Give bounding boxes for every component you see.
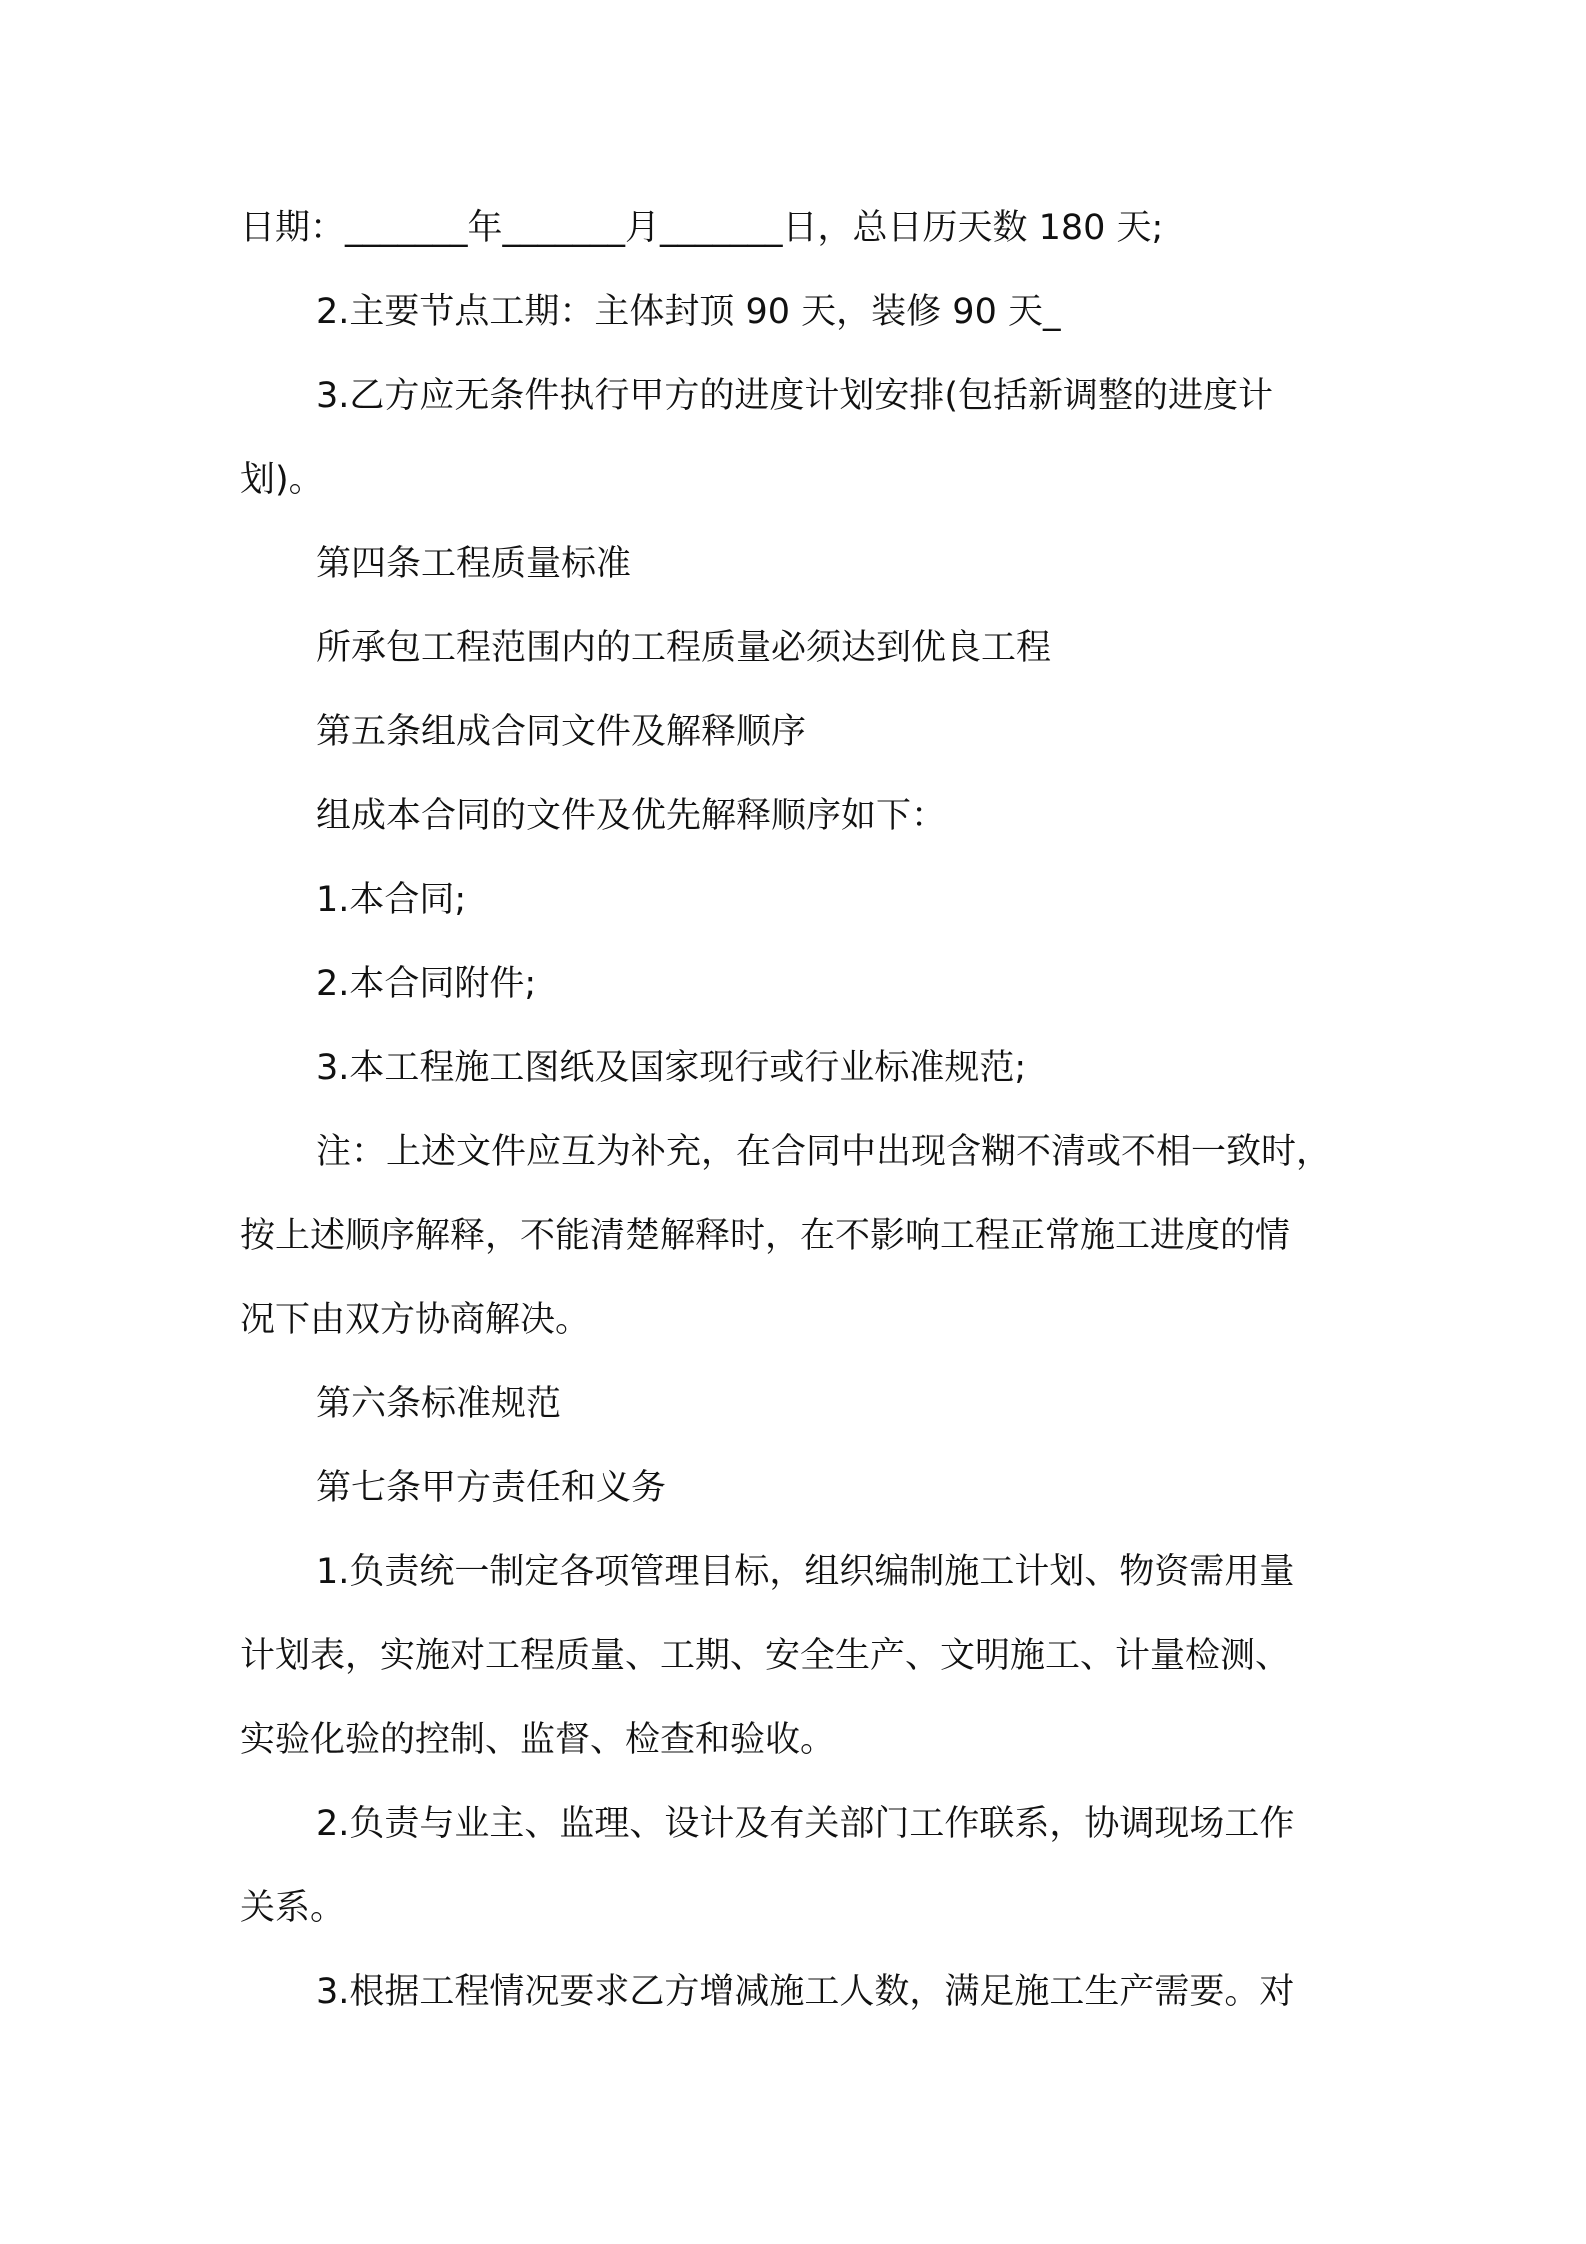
- section-heading: 第五条组成合同文件及解释顺序: [316, 712, 807, 752]
- text-line: 日期：_______年_______月_______日，总日历天数 180 天;: [240, 208, 1164, 248]
- list-item: 3.根据工程情况要求乙方增减施工人数，满足施工生产需要。对: [316, 1972, 1295, 2012]
- text-line: 注：上述文件应互为补充，在合同中出现含糊不清或不相一致时，: [316, 1132, 1332, 1172]
- text-line: 组成本合同的文件及优先解释顺序如下：: [316, 796, 947, 836]
- text-line: 况下由双方协商解决。: [240, 1300, 591, 1340]
- section-heading: 第七条甲方责任和义务: [316, 1468, 667, 1508]
- text-line: 2.主要节点工期：主体封顶 90 天，装修 90 天_: [316, 292, 1061, 332]
- text-line: 所承包工程范围内的工程质量必须达到优良工程: [316, 628, 1052, 668]
- list-item: 1.负责统一制定各项管理目标，组织编制施工计划、物资需用量: [316, 1552, 1295, 1592]
- list-item: 1.本合同;: [316, 880, 467, 920]
- section-heading: 第四条工程质量标准: [316, 544, 632, 584]
- text-line: 划)。: [240, 460, 324, 500]
- text-line: 关系。: [240, 1888, 346, 1928]
- section-heading: 第六条标准规范: [316, 1384, 562, 1424]
- list-item: 2.负责与业主、监理、设计及有关部门工作联系，协调现场工作: [316, 1804, 1295, 1844]
- text-line: 计划表，实施对工程质量、工期、安全生产、文明施工、计量检测、: [240, 1636, 1291, 1676]
- list-item: 3.本工程施工图纸及国家现行或行业标准规范;: [316, 1048, 1027, 1088]
- text-line: 3.乙方应无条件执行甲方的进度计划安排(包括新调整的进度计: [316, 376, 1274, 416]
- text-line: 实验化验的控制、监督、检查和验收。: [240, 1720, 836, 1760]
- list-item: 2.本合同附件;: [316, 964, 537, 1004]
- text-line: 按上述顺序解释，不能清楚解释时，在不影响工程正常施工进度的情: [240, 1216, 1291, 1256]
